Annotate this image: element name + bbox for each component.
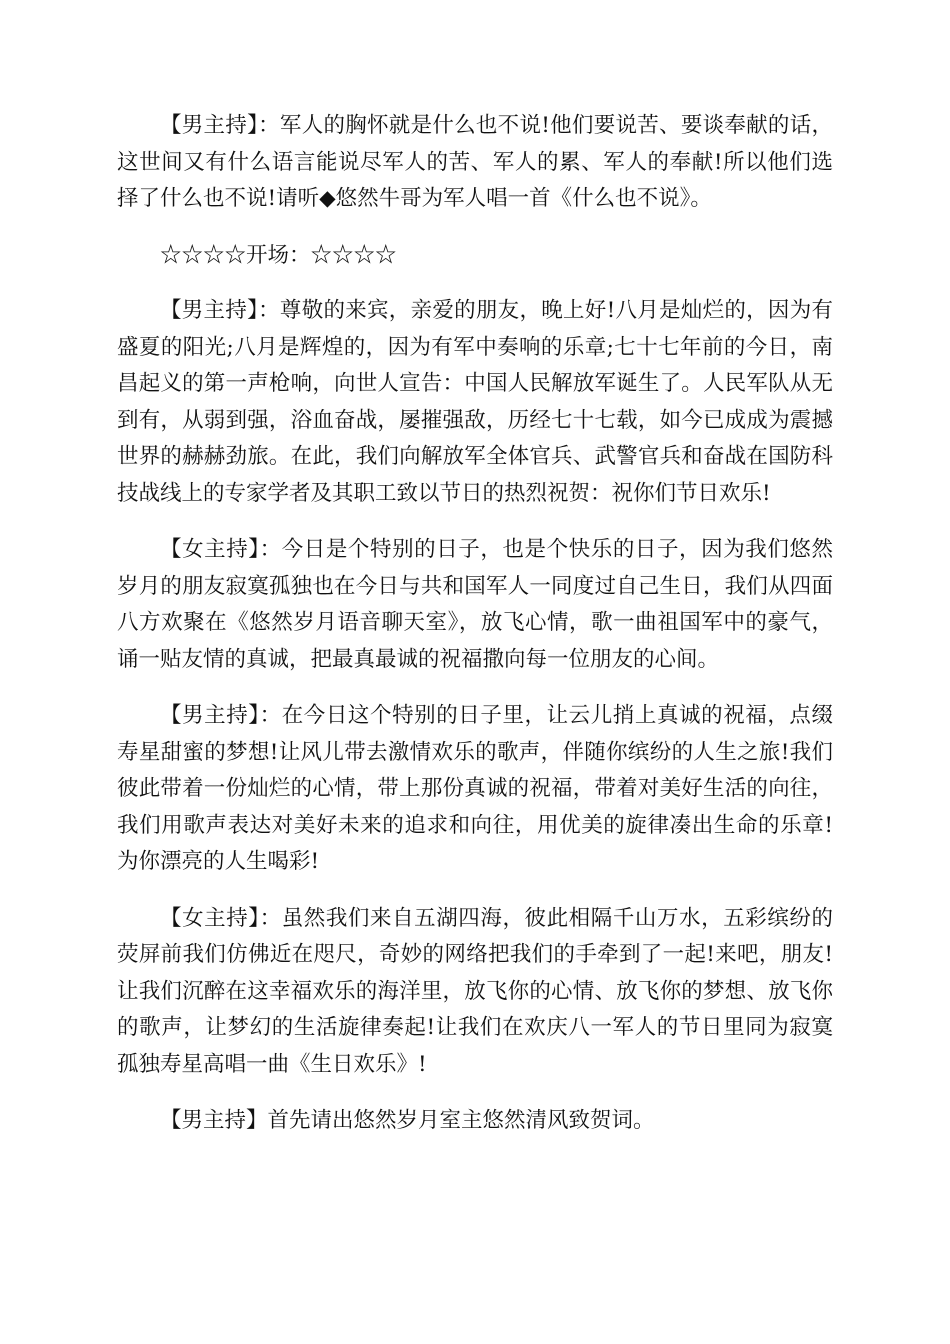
paragraph-female-host-gathering: 【女主持】：虽然我们来自五湖四海，彼此相隔千山万水，五彩缤纷的荧屏前我们仿佛近在咫尺，奇妙的网络把我们的手牵到了一起!来吧，朋友!让我们沉醉在这幸福欢乐的海洋里，放飞你的心情、放飞你的梦想、放飞你的歌声，让梦幻的生活旋律奏起!让我们在欢庆八一军人的节日里同为寂寞孤独寿星高唱一曲《生日欢乐》! [117, 905, 833, 1077]
paragraph-male-host-intro: 【男主持】：军人的胸怀就是什么也不说!他们要说苦、要谈奉献的话，这世间又有什么语言能说尽军人的苦、军人的累、军人的奉献!所以他们选择了什么也不说!请听◆悠然牛哥为军人唱一首《什么也不说》。 [117, 113, 833, 211]
paragraph-male-host-blessing: 【男主持】：在今日这个特别的日子里，让云儿捎上真诚的祝福，点缀寿星甜蜜的梦想!让风儿带去激情欢乐的歌声，伴随你缤纷的人生之旅!我们彼此带着一份灿烂的心情，带上那份真诚的祝福，带着对美好生活的向往，我们用歌声表达对美好未来的追求和向往，用优美的旋律凑出生命的乐章!为你漂亮的人生喝彩! [117, 703, 833, 874]
paragraph-opening-heading: ☆☆☆☆开场：☆☆☆☆ [160, 242, 397, 268]
paragraph-female-host-birthday: 【女主持】：今日是个特别的日子，也是个快乐的日子，因为我们悠然岁月的朋友寂寞孤独也在今日与共和国军人一同度过自己生日，我们从四面八方欢聚在《悠然岁月语音聊天室》，放飞心情，歌一曲祖国军中的豪气，诵一贴友情的真诚，把最真最诚的祝福撒向每一位朋友的心间。 [117, 537, 833, 672]
paragraph-male-host-invite: 【男主持】首先请出悠然岁月室主悠然清风致贺词。 [160, 1108, 655, 1133]
paragraph-male-host-greeting: 【男主持】：尊敬的来宾，亲爱的朋友，晚上好!八月是灿烂的，因为有盛夏的阳光;八月是辉煌的，因为有军中奏响的乐章;七十七年前的今日，南昌起义的第一声枪响，向世人宣告：中国人民解放军诞生了。人民军队从无到有，从弱到强，浴血奋战，屡摧强敌，历经七十七载，如今已成成为震撼世界的赫赫劲旅。在此，我们向解放军全体官兵、武警官兵和奋战在国防科技战线上的专家学者及其职工致以节日的热烈祝贺：祝你们节日欢乐! [117, 298, 833, 506]
document-page [117, 108, 833, 1160]
